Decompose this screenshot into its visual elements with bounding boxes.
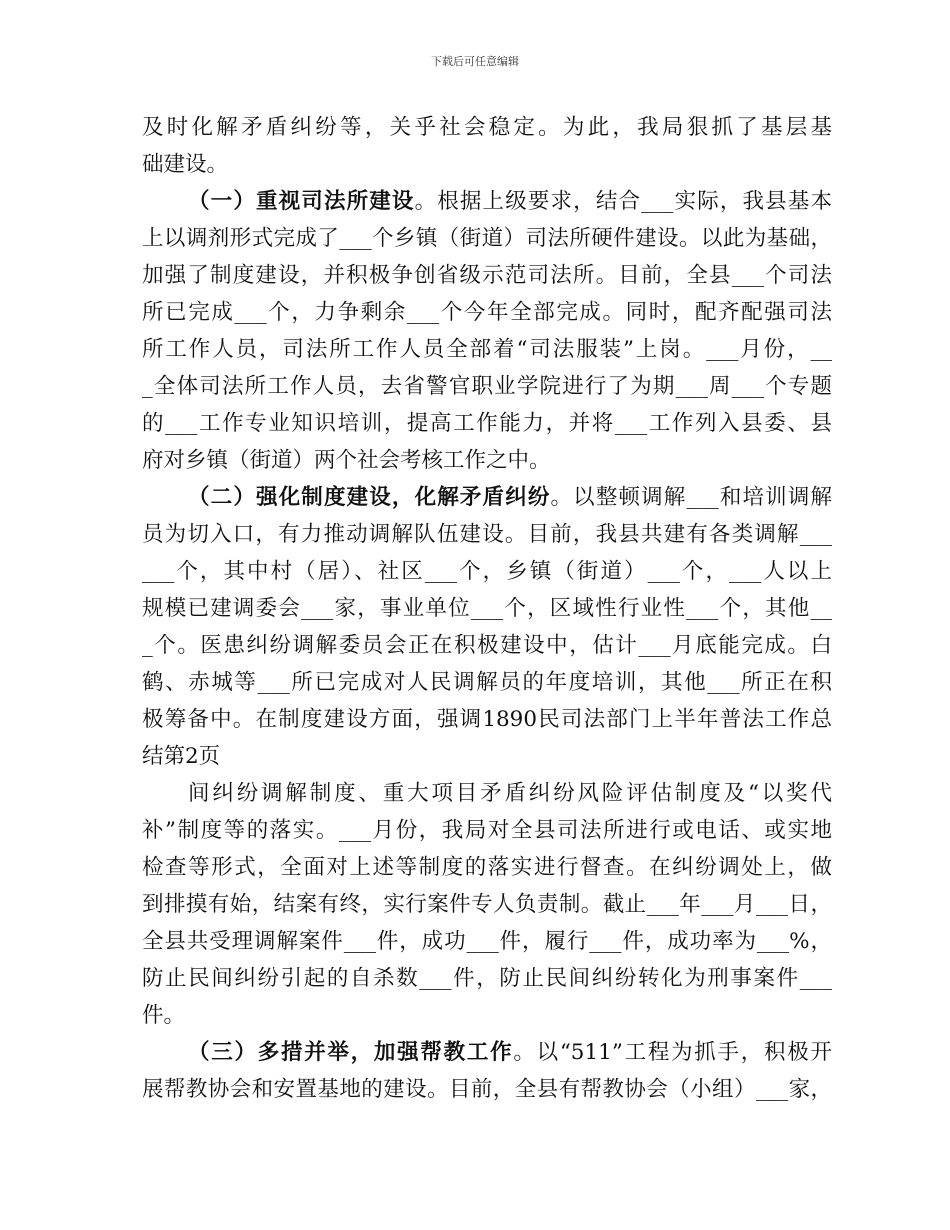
page-number-line: 结第2页 bbox=[142, 744, 221, 769]
body-line: 防止民间纠纷引起的自杀数___件，防止民间纠纷转化为刑事案件___ bbox=[142, 966, 832, 991]
body-line: 规模已建调委会___家，事业单位___个，区域性行业性___个，其他__ bbox=[142, 596, 832, 621]
section-1-heading: （一）重视司法所建设 bbox=[188, 189, 415, 214]
section-3-line bbox=[142, 1040, 832, 1066]
section-2-line bbox=[142, 485, 832, 511]
section-2-text: 。以整顿调解___和培训调解 bbox=[550, 485, 832, 510]
body-line: 补”制度等的落实。___月份，我局对全县司法所进行或电话、或实地 bbox=[142, 818, 832, 843]
section-2-heading: （二）强化制度建设，化解矛盾纠纷 bbox=[188, 485, 551, 510]
section-1-text: 。根据上级要求，结合___实际，我县基本 bbox=[414, 189, 832, 214]
page-header: 下载后可任意编辑 bbox=[431, 55, 519, 68]
body-line: 件。 bbox=[142, 1003, 186, 1028]
body-line: 间纠纷调解制度、重大项目矛盾纠纷风险评估制度及“以奖代 bbox=[188, 781, 832, 806]
body-line: 上以调剂形式完成了___个乡镇（街道）司法所硬件建设。以此为基础， bbox=[142, 226, 832, 251]
body-line: 加强了制度建设，并积极争创省级示范司法所。目前，全县___个司法 bbox=[142, 263, 832, 288]
body-line: 员为切入口，有力推动调解队伍建设。目前，我县共建有各类调解___ bbox=[142, 522, 832, 547]
body-line: 础建设。 bbox=[142, 152, 229, 177]
body-line: 检查等形式，全面对上述等制度的落实进行督查。在纠纷调处上，做 bbox=[142, 855, 832, 880]
body-line: 所工作人员，司法所工作人员全部着“司法服装”上岗。___月份，__ bbox=[142, 337, 832, 362]
body-line: 全县共受理调解案件___件，成功___件，履行___件，成功率为___%， bbox=[142, 929, 832, 954]
body-line: 的___工作专业知识培训，提高工作能力，并将___工作列入县委、县 bbox=[142, 411, 832, 436]
body-line: 到排摸有始，结案有终，实行案件专人负责制。截止___年___月___日， bbox=[142, 892, 832, 917]
body-line: 极筹备中。在制度建设方面，强调1890民司法部门上半年普法工作总 bbox=[142, 707, 832, 732]
body-line: _全体司法所工作人员，去省警官职业学院进行了为期___周___个专题 bbox=[142, 374, 832, 399]
body-line: 府对乡镇（街道）两个社会考核工作之中。 bbox=[142, 448, 551, 473]
body-line: 所已完成___个，力争剩余___个今年全部完成。同时，配齐配强司法 bbox=[142, 300, 832, 325]
body-line: 展帮教协会和安置基地的建设。目前，全县有帮教协会（小组）___家， bbox=[142, 1077, 832, 1102]
body-line: ___个，其中村（居）、社区___个，乡镇（街道）___个，___人以上 bbox=[142, 559, 832, 584]
body-line: _个。医患纠纷调解委员会正在积极建设中，估计___月底能完成。白 bbox=[142, 633, 832, 658]
body-line: 及时化解矛盾纠纷等，关乎社会稳定。为此，我局狠抓了基层基 bbox=[142, 115, 832, 140]
section-1-line bbox=[142, 189, 832, 215]
body-line: 鹤、赤城等___所已完成对人民调解员的年度培训，其他___所正在积 bbox=[142, 670, 832, 695]
section-3-heading: （三）多措并举，加强帮教工作 bbox=[188, 1040, 514, 1065]
section-3-text: 。以“511”工程为抓手，积极开 bbox=[513, 1040, 832, 1065]
